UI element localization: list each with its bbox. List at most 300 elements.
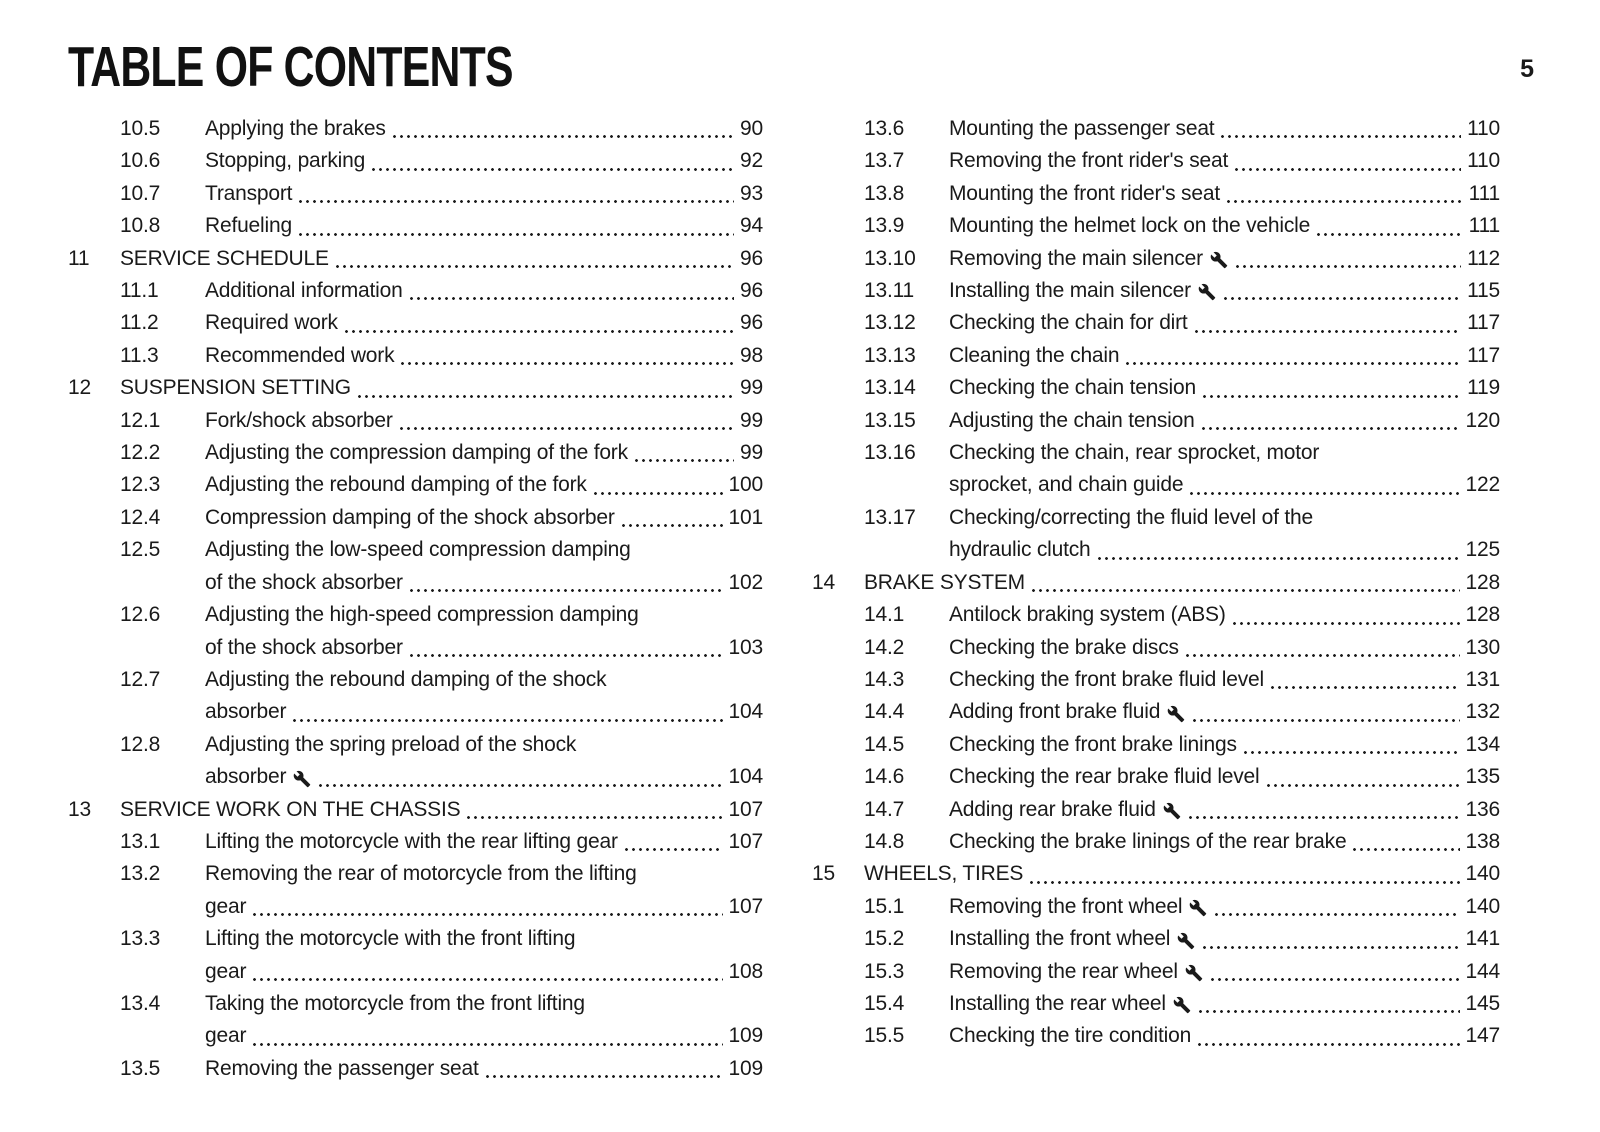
entry-last-line <box>120 243 763 275</box>
toc-entry <box>68 826 763 858</box>
entry-body <box>949 794 1500 826</box>
entry-page-number: 96 <box>740 279 763 303</box>
dot-leader <box>1191 719 1459 722</box>
entry-body <box>949 275 1500 307</box>
entry-number: 12.1 <box>120 408 161 432</box>
dot-leader <box>1184 654 1460 657</box>
dot-leader <box>1222 297 1461 300</box>
toc-entry <box>68 858 763 923</box>
entry-body <box>205 599 763 664</box>
dot-leader <box>1196 1043 1459 1046</box>
entry-number: 14 <box>812 570 835 594</box>
entry-last-line <box>205 437 763 469</box>
wrench-icon <box>1189 899 1207 917</box>
dot-leader <box>592 492 723 495</box>
dot-leader <box>297 200 734 203</box>
entry-page-number: 103 <box>728 635 763 659</box>
dot-leader <box>1096 557 1460 560</box>
entry-title: Adjusting the chain tension <box>949 408 1195 432</box>
entry-last-line <box>120 372 763 404</box>
entry-page-number: 140 <box>1465 894 1500 918</box>
entry-page-number: 92 <box>740 149 763 173</box>
toc-entry <box>812 405 1500 437</box>
toc-entry <box>68 502 763 534</box>
entry-last-line <box>864 858 1500 890</box>
entry-title: Refueling <box>205 214 292 238</box>
entry-last-line <box>205 145 763 177</box>
wrench-icon <box>1173 996 1191 1014</box>
entry-page-number: 138 <box>1465 829 1500 853</box>
entry-title: Removing the passenger seat <box>205 1056 479 1080</box>
entry-number: 13.10 <box>864 246 916 270</box>
dot-leader <box>399 362 734 365</box>
entry-page-number: 110 <box>1467 117 1500 140</box>
entry-title-line: Adjusting the high-speed compression damping <box>205 603 639 627</box>
entry-number: 10.5 <box>120 117 161 140</box>
entry-title: gear <box>205 959 247 983</box>
entry-title: gear <box>205 894 247 918</box>
dot-leader <box>370 168 734 171</box>
dot-leader <box>633 459 734 462</box>
entry-title: absorber <box>205 765 287 789</box>
entry-title: Required work <box>205 311 338 335</box>
entry-title: SERVICE SCHEDULE <box>120 246 329 270</box>
entry-last-line <box>205 826 763 858</box>
entry-number: 12.2 <box>120 441 161 465</box>
entry-title-line: Removing the rear of motorcycle from the lifting <box>205 862 637 886</box>
entry-page-number: 145 <box>1465 991 1500 1015</box>
entry-page-number: 125 <box>1465 538 1500 562</box>
entry-last-line <box>205 405 763 437</box>
toc-entry <box>68 923 763 988</box>
toc-entry <box>68 340 763 372</box>
entry-title: gear <box>205 1024 247 1048</box>
entry-page-number: 100 <box>728 473 763 497</box>
entry-last-line <box>949 664 1500 696</box>
entry-page-number: 110 <box>1467 149 1500 173</box>
entry-last-line <box>205 956 763 988</box>
toc-entry <box>812 243 1500 275</box>
entry-title: Checking the tire condition <box>949 1024 1192 1048</box>
entry-last-line <box>949 956 1500 988</box>
entry-body <box>949 696 1500 728</box>
entry-body <box>205 210 763 242</box>
entry-title: Lifting the motorcycle with the rear lifting gear <box>205 829 618 853</box>
entry-number: 13.16 <box>864 441 916 465</box>
dot-leader <box>1201 946 1459 949</box>
entry-title-line: Adjusting the spring preload of the shock <box>205 732 577 756</box>
entry-title: Removing the front rider's seat <box>949 149 1229 173</box>
entry-page-number: 144 <box>1465 959 1500 983</box>
dot-leader <box>343 330 734 333</box>
toc-entry <box>68 1053 763 1085</box>
entry-page-number: 99 <box>740 408 763 432</box>
entry-body <box>949 729 1500 761</box>
entry-number: 14.3 <box>864 667 905 691</box>
entry-number: 12.6 <box>120 603 161 627</box>
toc-entry <box>812 307 1500 339</box>
entry-body <box>949 502 1500 567</box>
toc-entry <box>68 243 763 275</box>
entry-title: Checking the brake discs <box>949 635 1179 659</box>
entry-number: 15.5 <box>864 1024 905 1048</box>
toc-entry <box>812 761 1500 793</box>
toc-entry <box>812 178 1500 210</box>
entry-title: BRAKE SYSTEM <box>864 570 1025 594</box>
dot-leader <box>356 395 734 398</box>
dot-leader <box>1225 200 1463 203</box>
entry-body <box>205 664 763 729</box>
toc-entry <box>812 794 1500 826</box>
entry-title-line: Taking the motorcycle from the front lifting <box>205 991 585 1015</box>
entry-title: Installing the main silencer <box>949 279 1191 303</box>
wrench-icon <box>1210 251 1228 269</box>
toc-entry <box>812 729 1500 761</box>
toc-entry <box>812 145 1500 177</box>
entry-title: Checking the chain tension <box>949 376 1196 400</box>
dot-leader <box>465 816 722 819</box>
toc-entry <box>812 275 1500 307</box>
entry-title: Checking the front brake fluid level <box>949 667 1264 691</box>
entry-body <box>864 858 1500 890</box>
entry-last-line <box>205 340 763 372</box>
entry-number: 14.4 <box>864 700 905 724</box>
entry-last-line <box>120 794 763 826</box>
entry-number: 11.3 <box>120 343 159 367</box>
entry-number: 15 <box>812 862 835 886</box>
entry-number: 12.7 <box>120 667 161 691</box>
entry-page-number: 117 <box>1467 311 1500 335</box>
entry-body <box>949 113 1500 145</box>
entry-title: Mounting the helmet lock on the vehicle <box>949 214 1311 238</box>
entry-last-line <box>949 178 1500 210</box>
entry-page-number: 94 <box>740 214 763 238</box>
entry-last-line <box>205 307 763 339</box>
entry-last-line <box>205 113 763 145</box>
entry-number: 12.8 <box>120 732 161 756</box>
dot-leader <box>334 265 734 268</box>
entry-body <box>949 178 1500 210</box>
dot-leader <box>1234 265 1461 268</box>
entry-number: 15.1 <box>864 894 905 918</box>
toc-entry <box>812 858 1500 890</box>
entry-title: Recommended work <box>205 343 395 367</box>
dot-leader <box>1265 784 1460 787</box>
toc-entry <box>812 502 1500 567</box>
entry-page-number: 128 <box>1465 603 1500 627</box>
entry-last-line <box>864 567 1500 599</box>
entry-number: 13.1 <box>120 829 161 853</box>
entry-title: SUSPENSION SETTING <box>120 376 351 400</box>
entry-title: Checking the front brake linings <box>949 732 1237 756</box>
wrench-icon <box>293 770 311 788</box>
entry-number: 15.3 <box>864 959 905 983</box>
entry-title: Mounting the front rider's seat <box>949 181 1220 205</box>
toc-entry <box>68 664 763 729</box>
dot-leader <box>1242 751 1460 754</box>
entry-body <box>949 632 1500 664</box>
dot-leader <box>291 719 722 722</box>
entry-body <box>949 243 1500 275</box>
dot-leader <box>1200 427 1460 430</box>
entry-page-number: 134 <box>1465 732 1500 756</box>
entry-number: 10.6 <box>120 149 161 173</box>
toc-entry <box>812 340 1500 372</box>
entry-title: sprocket, and chain guide <box>949 473 1184 497</box>
entry-page-number: 90 <box>740 117 763 140</box>
entry-number: 13.13 <box>864 343 916 367</box>
entry-number: 12.5 <box>120 538 161 562</box>
wrench-icon <box>1163 802 1181 820</box>
dot-leader <box>1201 395 1461 398</box>
entry-number: 14.1 <box>864 603 905 627</box>
entry-title-line: Adjusting the rebound damping of the shock <box>205 667 607 691</box>
toc-entry <box>68 113 763 145</box>
entry-title: Additional information <box>205 279 403 303</box>
entry-title: Adjusting the compression damping of the fork <box>205 441 628 465</box>
entry-last-line <box>205 275 763 307</box>
entry-number: 13.8 <box>864 181 905 205</box>
entry-body <box>949 826 1500 858</box>
entry-number: 15.4 <box>864 991 905 1015</box>
entry-title-line: Checking the chain, rear sprocket, motor <box>949 441 1320 465</box>
toc-entry <box>68 729 763 794</box>
entry-page-number: 122 <box>1465 473 1500 497</box>
entry-page-number: 132 <box>1465 700 1500 724</box>
entry-body <box>949 437 1500 502</box>
entry-number: 12.3 <box>120 473 161 497</box>
entry-number: 14.8 <box>864 829 905 853</box>
toc-column-left <box>68 113 763 1085</box>
dot-leader <box>408 654 723 657</box>
entry-last-line <box>949 210 1500 242</box>
entry-title: hydraulic clutch <box>949 538 1091 562</box>
entry-last-line <box>949 696 1500 728</box>
entry-number: 14.5 <box>864 732 905 756</box>
toc-entry <box>812 567 1500 599</box>
entry-title-line: Lifting the motorcycle with the front lifting <box>205 927 576 951</box>
entry-page-number: 147 <box>1465 1024 1500 1048</box>
entry-page-number: 141 <box>1465 927 1500 951</box>
entry-title: Adding rear brake fluid <box>949 797 1156 821</box>
dot-leader <box>1187 816 1460 819</box>
entry-title: Cleaning the chain <box>949 343 1120 367</box>
entry-number: 13.7 <box>864 149 905 173</box>
entry-number: 12.4 <box>120 505 161 529</box>
entry-page-number: 115 <box>1467 279 1500 303</box>
entry-body <box>949 923 1500 955</box>
toc-entry <box>68 178 763 210</box>
entry-title: Adjusting the rebound damping of the fork <box>205 473 587 497</box>
entry-last-line <box>205 210 763 242</box>
entry-number: 13 <box>68 797 91 821</box>
entry-last-line <box>205 696 763 728</box>
entry-number: 13.4 <box>120 991 161 1015</box>
toc-entry <box>812 599 1500 631</box>
entry-page-number: 99 <box>740 441 763 465</box>
entry-body <box>205 307 763 339</box>
entry-page-number: 96 <box>740 311 763 335</box>
entry-title: Removing the main silencer <box>949 246 1203 270</box>
entry-last-line <box>949 145 1500 177</box>
entry-title: Checking the chain for dirt <box>949 311 1188 335</box>
entry-last-line <box>949 632 1500 664</box>
entry-title: Checking the rear brake fluid level <box>949 765 1260 789</box>
entry-body <box>205 923 763 988</box>
entry-last-line <box>949 307 1500 339</box>
entry-last-line <box>949 794 1500 826</box>
page-title: TABLE OF CONTENTS <box>68 35 513 99</box>
wrench-icon <box>1177 932 1195 950</box>
page-number: 5 <box>1520 55 1534 83</box>
toc-entry <box>68 437 763 469</box>
entry-last-line <box>949 599 1500 631</box>
entry-body <box>949 145 1500 177</box>
toc-entry <box>68 307 763 339</box>
dot-leader <box>1219 135 1461 138</box>
entry-page-number: 111 <box>1468 214 1500 238</box>
entry-title: Antilock braking system (ABS) <box>949 603 1226 627</box>
entry-page-number: 111 <box>1468 181 1500 205</box>
entry-page-number: 109 <box>728 1024 763 1048</box>
entry-page-number: 96 <box>740 246 763 270</box>
dot-leader <box>1233 168 1461 171</box>
entry-last-line <box>949 891 1500 923</box>
entry-title: absorber <box>205 700 287 724</box>
entry-title: Applying the brakes <box>205 117 386 140</box>
entry-body <box>949 307 1500 339</box>
toc-entry <box>812 696 1500 728</box>
entry-page-number: 102 <box>728 570 763 594</box>
entry-body <box>205 275 763 307</box>
entry-number: 13.11 <box>864 279 914 303</box>
entry-last-line <box>949 113 1500 145</box>
toc-entry <box>812 210 1500 242</box>
entry-last-line <box>205 469 763 501</box>
entry-number: 13.5 <box>120 1056 161 1080</box>
entry-number: 14.7 <box>864 797 905 821</box>
entry-number: 13.14 <box>864 376 916 400</box>
dot-leader <box>1231 622 1460 625</box>
toc-entry <box>812 664 1500 696</box>
entry-last-line <box>949 534 1500 566</box>
entry-title: Removing the front wheel <box>949 894 1183 918</box>
entry-title: SERVICE WORK ON THE CHASSIS <box>120 797 461 821</box>
dot-leader <box>1124 362 1461 365</box>
dot-leader <box>408 589 723 592</box>
entry-body <box>949 988 1500 1020</box>
entry-page-number: 98 <box>740 343 763 367</box>
entry-page-number: 120 <box>1465 408 1500 432</box>
entry-page-number: 104 <box>728 765 763 789</box>
entry-last-line <box>949 275 1500 307</box>
entry-last-line <box>205 567 763 599</box>
entry-body <box>120 794 763 826</box>
entry-body <box>205 729 763 794</box>
entry-number: 10.7 <box>120 181 161 205</box>
toc-entry <box>812 826 1500 858</box>
entry-body <box>949 664 1500 696</box>
entry-body <box>120 243 763 275</box>
dot-leader <box>1197 1010 1460 1013</box>
entry-last-line <box>949 469 1500 501</box>
entry-page-number: 93 <box>740 181 763 205</box>
toc-entry <box>68 794 763 826</box>
toc-entry <box>812 988 1500 1020</box>
entry-number: 14.6 <box>864 765 905 789</box>
wrench-icon <box>1185 964 1203 982</box>
entry-body <box>205 145 763 177</box>
entry-page-number: 130 <box>1465 635 1500 659</box>
entry-page-number: 107 <box>728 829 763 853</box>
entry-body <box>949 340 1500 372</box>
entry-last-line <box>205 502 763 534</box>
dot-leader <box>317 784 722 787</box>
entry-last-line <box>205 761 763 793</box>
toc-entry <box>812 1020 1500 1052</box>
entry-page-number: 135 <box>1465 765 1500 789</box>
entry-body <box>205 178 763 210</box>
entry-title: Stopping, parking <box>205 149 366 173</box>
entry-number: 13.3 <box>120 927 161 951</box>
entry-number: 13.2 <box>120 862 161 886</box>
entry-title-line: Checking/correcting the fluid level of the <box>949 505 1313 529</box>
entry-body <box>949 210 1500 242</box>
entry-last-line <box>949 761 1500 793</box>
entry-last-line <box>205 1020 763 1052</box>
toc-entry <box>68 469 763 501</box>
entry-number: 12 <box>68 376 91 400</box>
dot-leader <box>1315 233 1463 236</box>
entry-body <box>205 988 763 1053</box>
entry-last-line <box>205 632 763 664</box>
entry-body <box>949 405 1500 437</box>
dot-leader <box>1269 686 1460 689</box>
dot-leader <box>251 1043 722 1046</box>
entry-body <box>205 826 763 858</box>
entry-last-line <box>949 372 1500 404</box>
entry-last-line <box>949 1020 1500 1052</box>
dot-leader <box>1351 848 1459 851</box>
entry-page-number: 112 <box>1467 246 1500 270</box>
entry-number: 14.2 <box>864 635 905 659</box>
entry-last-line <box>949 729 1500 761</box>
toc-entry <box>812 437 1500 502</box>
entry-body <box>949 956 1500 988</box>
entry-number: 11.2 <box>120 311 159 335</box>
dot-leader <box>251 978 722 981</box>
entry-title-line: Adjusting the low-speed compression damping <box>205 538 631 562</box>
entry-body <box>205 858 763 923</box>
entry-title: Mounting the passenger seat <box>949 117 1215 140</box>
toc-entry <box>68 599 763 664</box>
entry-page-number: 128 <box>1465 570 1500 594</box>
entry-body <box>949 761 1500 793</box>
entry-title: Installing the rear wheel <box>949 991 1166 1015</box>
entry-body <box>949 1020 1500 1052</box>
entry-title: Adding front brake fluid <box>949 700 1161 724</box>
entry-page-number: 99 <box>740 376 763 400</box>
entry-number: 13.15 <box>864 408 916 432</box>
dot-leader <box>1213 913 1459 916</box>
entry-title: Installing the front wheel <box>949 927 1171 951</box>
toc-entry <box>68 275 763 307</box>
entry-body <box>205 113 763 145</box>
toc-entry <box>812 923 1500 955</box>
entry-body <box>205 437 763 469</box>
entry-last-line <box>949 988 1500 1020</box>
dot-leader <box>484 1075 723 1078</box>
